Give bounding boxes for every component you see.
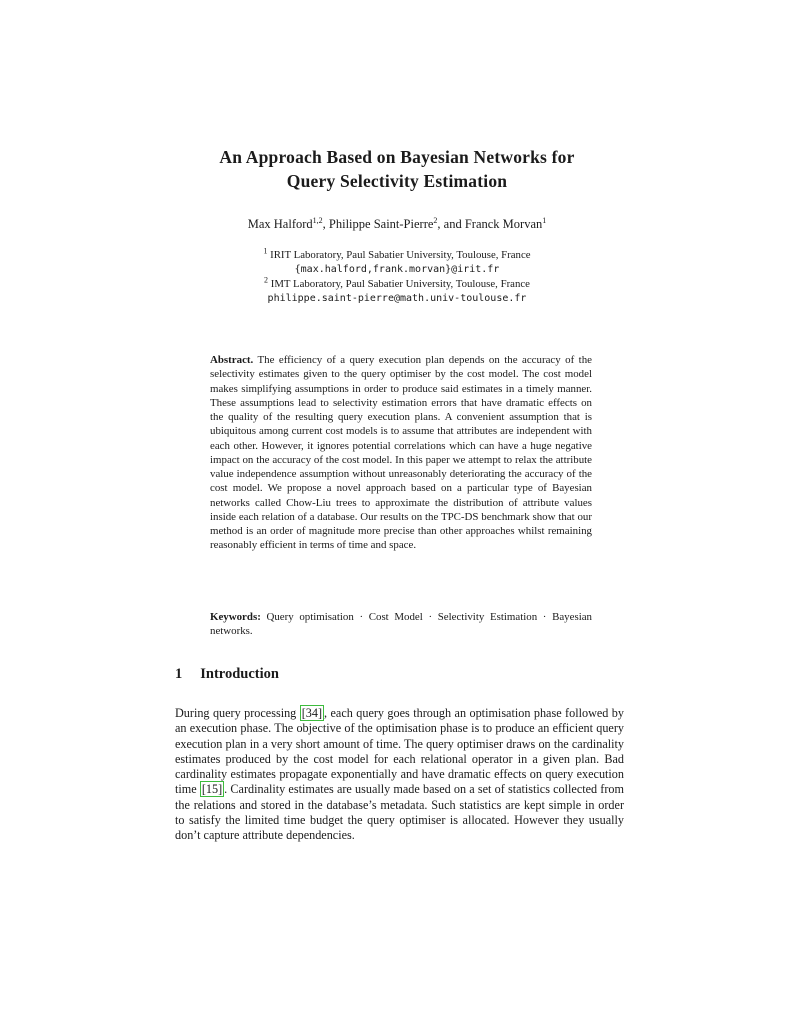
authors-line xyxy=(0,217,794,232)
abstract xyxy=(210,353,592,553)
section-number: 1 xyxy=(175,666,183,682)
affiliation-line xyxy=(0,277,794,292)
citation-link-15[interactable]: [15] xyxy=(201,782,223,797)
citation-link-34[interactable]: [34] xyxy=(301,706,323,720)
abstract-label: Abstract. xyxy=(210,354,254,366)
affiliation-marker: 1 xyxy=(263,246,268,256)
keywords xyxy=(210,610,592,639)
keywords-text: Query optimisation · Cost Model · Selectivity Estimation · Bayesian networks. xyxy=(210,611,592,638)
paper-title-line-2: Query Selectivity Estimation xyxy=(286,171,508,191)
paper-title-line-1: An Approach Based on Bayesian Networks for xyxy=(219,147,575,167)
paragraph-text: . Cardinality estimates are usually made based on a set of statistics collected from the relations and stored in the database’s metadata. Such statistics are kept simple in order to satisfy the limited time budget the query optimiser is allocated. However they usually don’t capture attribute dependencies. xyxy=(175,782,624,842)
affiliations-block xyxy=(0,248,794,307)
affiliation-institution: IMT Laboratory, Paul Sabatier University, Toulouse, France xyxy=(268,278,530,291)
author-affiliation-marker: 1,2 xyxy=(312,215,323,225)
section-heading-introduction xyxy=(175,666,279,683)
section-title: Introduction xyxy=(200,666,279,682)
paper-title xyxy=(0,145,794,193)
affiliation-line xyxy=(0,248,794,263)
author-name: , and Franck Morvan xyxy=(437,217,543,231)
keywords-label: Keywords: xyxy=(210,611,261,623)
affiliation-email: {max.halford,frank.morvan}@irit.fr xyxy=(294,263,500,275)
affiliation-institution: IRIT Laboratory, Paul Sabatier University, Toulouse, France xyxy=(267,249,531,261)
author-affiliation-marker: 1 xyxy=(542,215,547,225)
affiliation-marker: 2 xyxy=(264,275,269,285)
affiliation-email: philippe.saint-pierre@math.univ-toulouse.fr xyxy=(267,293,527,305)
author-affiliation-marker: 2 xyxy=(433,215,438,225)
paragraph-text: , each query goes through an optimisation phase followed by an execution phase. The objective of the optimisation phase is to produce an efficient query execution plan in a very short amount of time. The query optimiser draws on the cardinality estimates produced by the cost model for each relational operator in a given plan. Bad cardinality estimates propagate exponentially and have dramatic effects on query execution time xyxy=(175,706,624,797)
intro-paragraph xyxy=(175,706,624,843)
author-name: Max Halford xyxy=(247,217,313,231)
author-name: , Philippe Saint-Pierre xyxy=(322,217,434,231)
abstract-text: The efficiency of a query execution plan depends on the accuracy of the selectivity estimates given to the query optimiser by the cost model. The cost model makes simplifying assumptions in order to produce said estimates in a timely manner. These assumptions lead to selectivity estimation errors that have dramatic effects on the quality of the resulting query execution plans. A convenient assumption that is ubiquitous among current cost models is to assume that attributes are independent with each other. However, it ignores potential correlations which can have a huge negative impact on the accuracy of the cost model. In this paper we attempt to relax the attribute value independence assumption without unreasonably deteriorating the accuracy of the cost model. We propose a novel approach based on a particular type of Bayesian networks called Chow-Liu trees to approximate the distribution of attribute values inside each relation of a database. Our results on the TPC-DS benchmark show that our method is an order of magnitude more precise than other approaches whilst remaining reasonably efficient in terms of time and space. xyxy=(210,354,592,552)
paragraph-text: During query processing xyxy=(175,706,300,720)
